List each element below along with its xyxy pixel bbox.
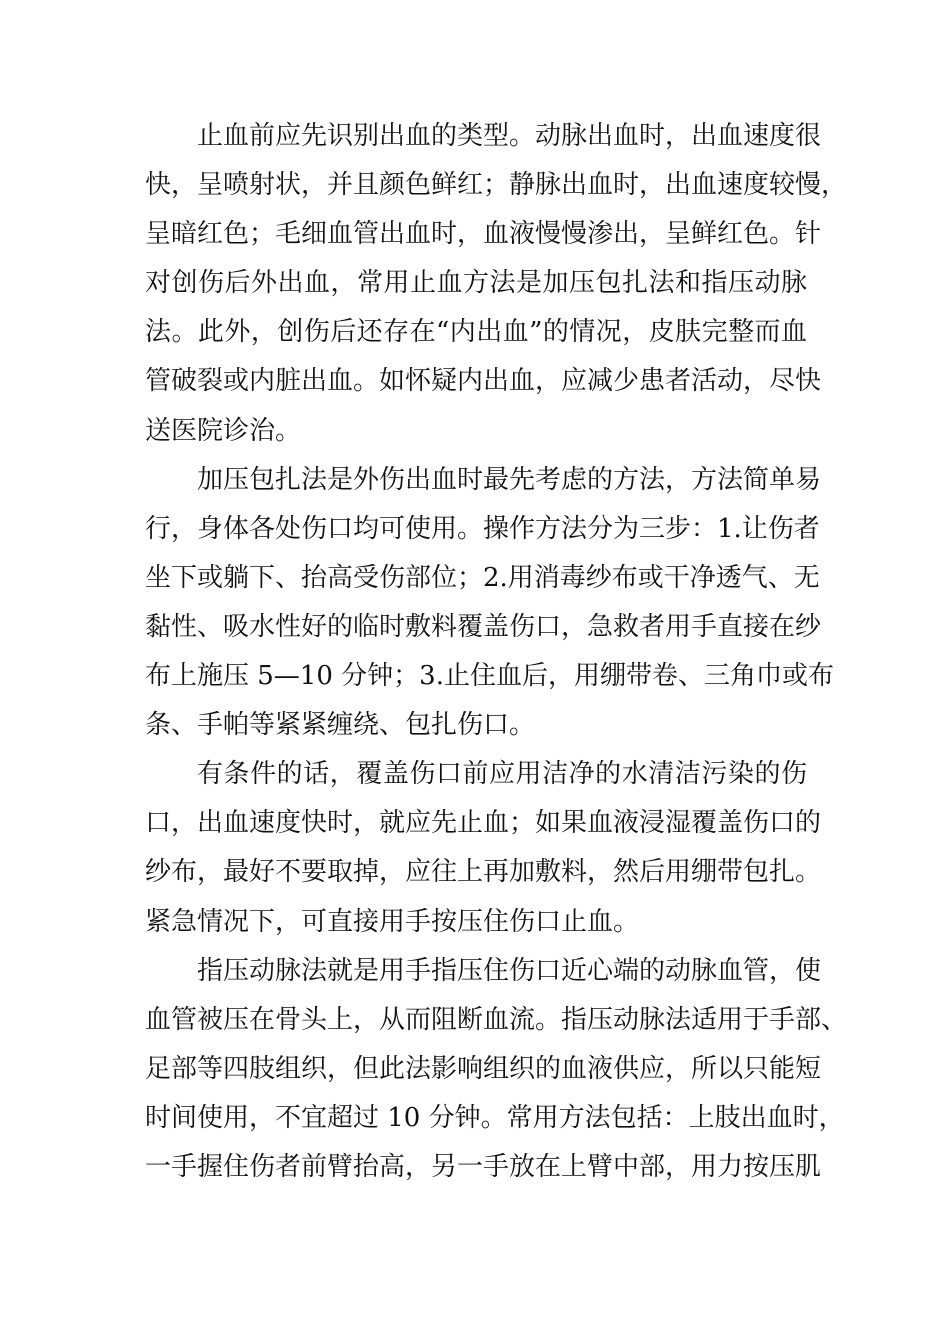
paragraph-line: 法。此外，创伤后还存在“内出血”的情况，皮肤完整而血 [145, 317, 807, 348]
paragraph-line: 紧急情况下，可直接用手按压住伤口止血。 [145, 906, 640, 937]
paragraph-line: 行，身体各处伤口均可使用。操作方法分为三步：1.让伤者 [145, 513, 820, 544]
paragraph-line: 指压动脉法就是用手指压住伤口近心端的动脉血管，使 [197, 955, 822, 986]
paragraph-line: 布上施压 5—10 分钟；3.止住血后，用绷带卷、三角巾或布 [145, 661, 834, 692]
paragraph-bleeding-types [145, 112, 848, 456]
paragraph-line: 加压包扎法是外伤出血时最先考虑的方法，方法简单易 [197, 464, 822, 495]
paragraph-line: 纱布，最好不要取掉，应往上再加敷料，然后用绷带包扎。 [145, 857, 822, 888]
document-body [145, 112, 848, 1192]
paragraph-line: 有条件的话，覆盖伤口前应用洁净的水清洁污染的伤 [197, 759, 807, 790]
paragraph-line: 送医院诊治。 [145, 415, 302, 446]
paragraph-line: 坐下或躺下、抬高受伤部位；2.用消毒纱布或干净透气、无 [145, 562, 820, 593]
paragraph-line: 足部等四肢组织，但此法影响组织的血液供应，所以只能短 [145, 1053, 822, 1084]
paragraph-line: 血管被压在骨头上，从而阻断血流。指压动脉法适用于手部、 [145, 1004, 848, 1035]
paragraph-artery-pressure [145, 947, 848, 1192]
paragraph-line: 一手握住伤者前臂抬高，另一手放在上臂中部，用力按压肌 [145, 1151, 822, 1182]
paragraph-line: 对创伤后外出血，常用止血方法是加压包扎法和指压动脉 [145, 268, 807, 299]
paragraph-pressure-bandage [145, 456, 834, 751]
paragraph-line: 条、手帕等紧紧缠绕、包扎伤口。 [145, 710, 536, 741]
paragraph-wound-cleaning [145, 750, 822, 946]
paragraph-line: 呈暗红色；毛细血管出血时，血液慢慢渗出，呈鲜红色。针 [145, 219, 822, 250]
paragraph-line: 黏性、吸水性好的临时敷料覆盖伤口，急救者用手直接在纱 [145, 611, 822, 642]
paragraph-line: 止血前应先识别出血的类型。动脉出血时，出血速度很 [197, 121, 822, 151]
paragraph-line: 时间使用，不宜超过 10 分钟。常用方法包括：上肢出血时， [145, 1102, 845, 1133]
paragraph-line: 管破裂或内脏出血。如怀疑内出血，应减少患者活动，尽快 [145, 366, 822, 397]
paragraph-line: 快，呈喷射状，并且颜色鲜红；静脉出血时，出血速度较慢， [145, 170, 848, 201]
paragraph-line: 口，出血速度快时，就应先止血；如果血液浸湿覆盖伤口的 [145, 808, 822, 839]
